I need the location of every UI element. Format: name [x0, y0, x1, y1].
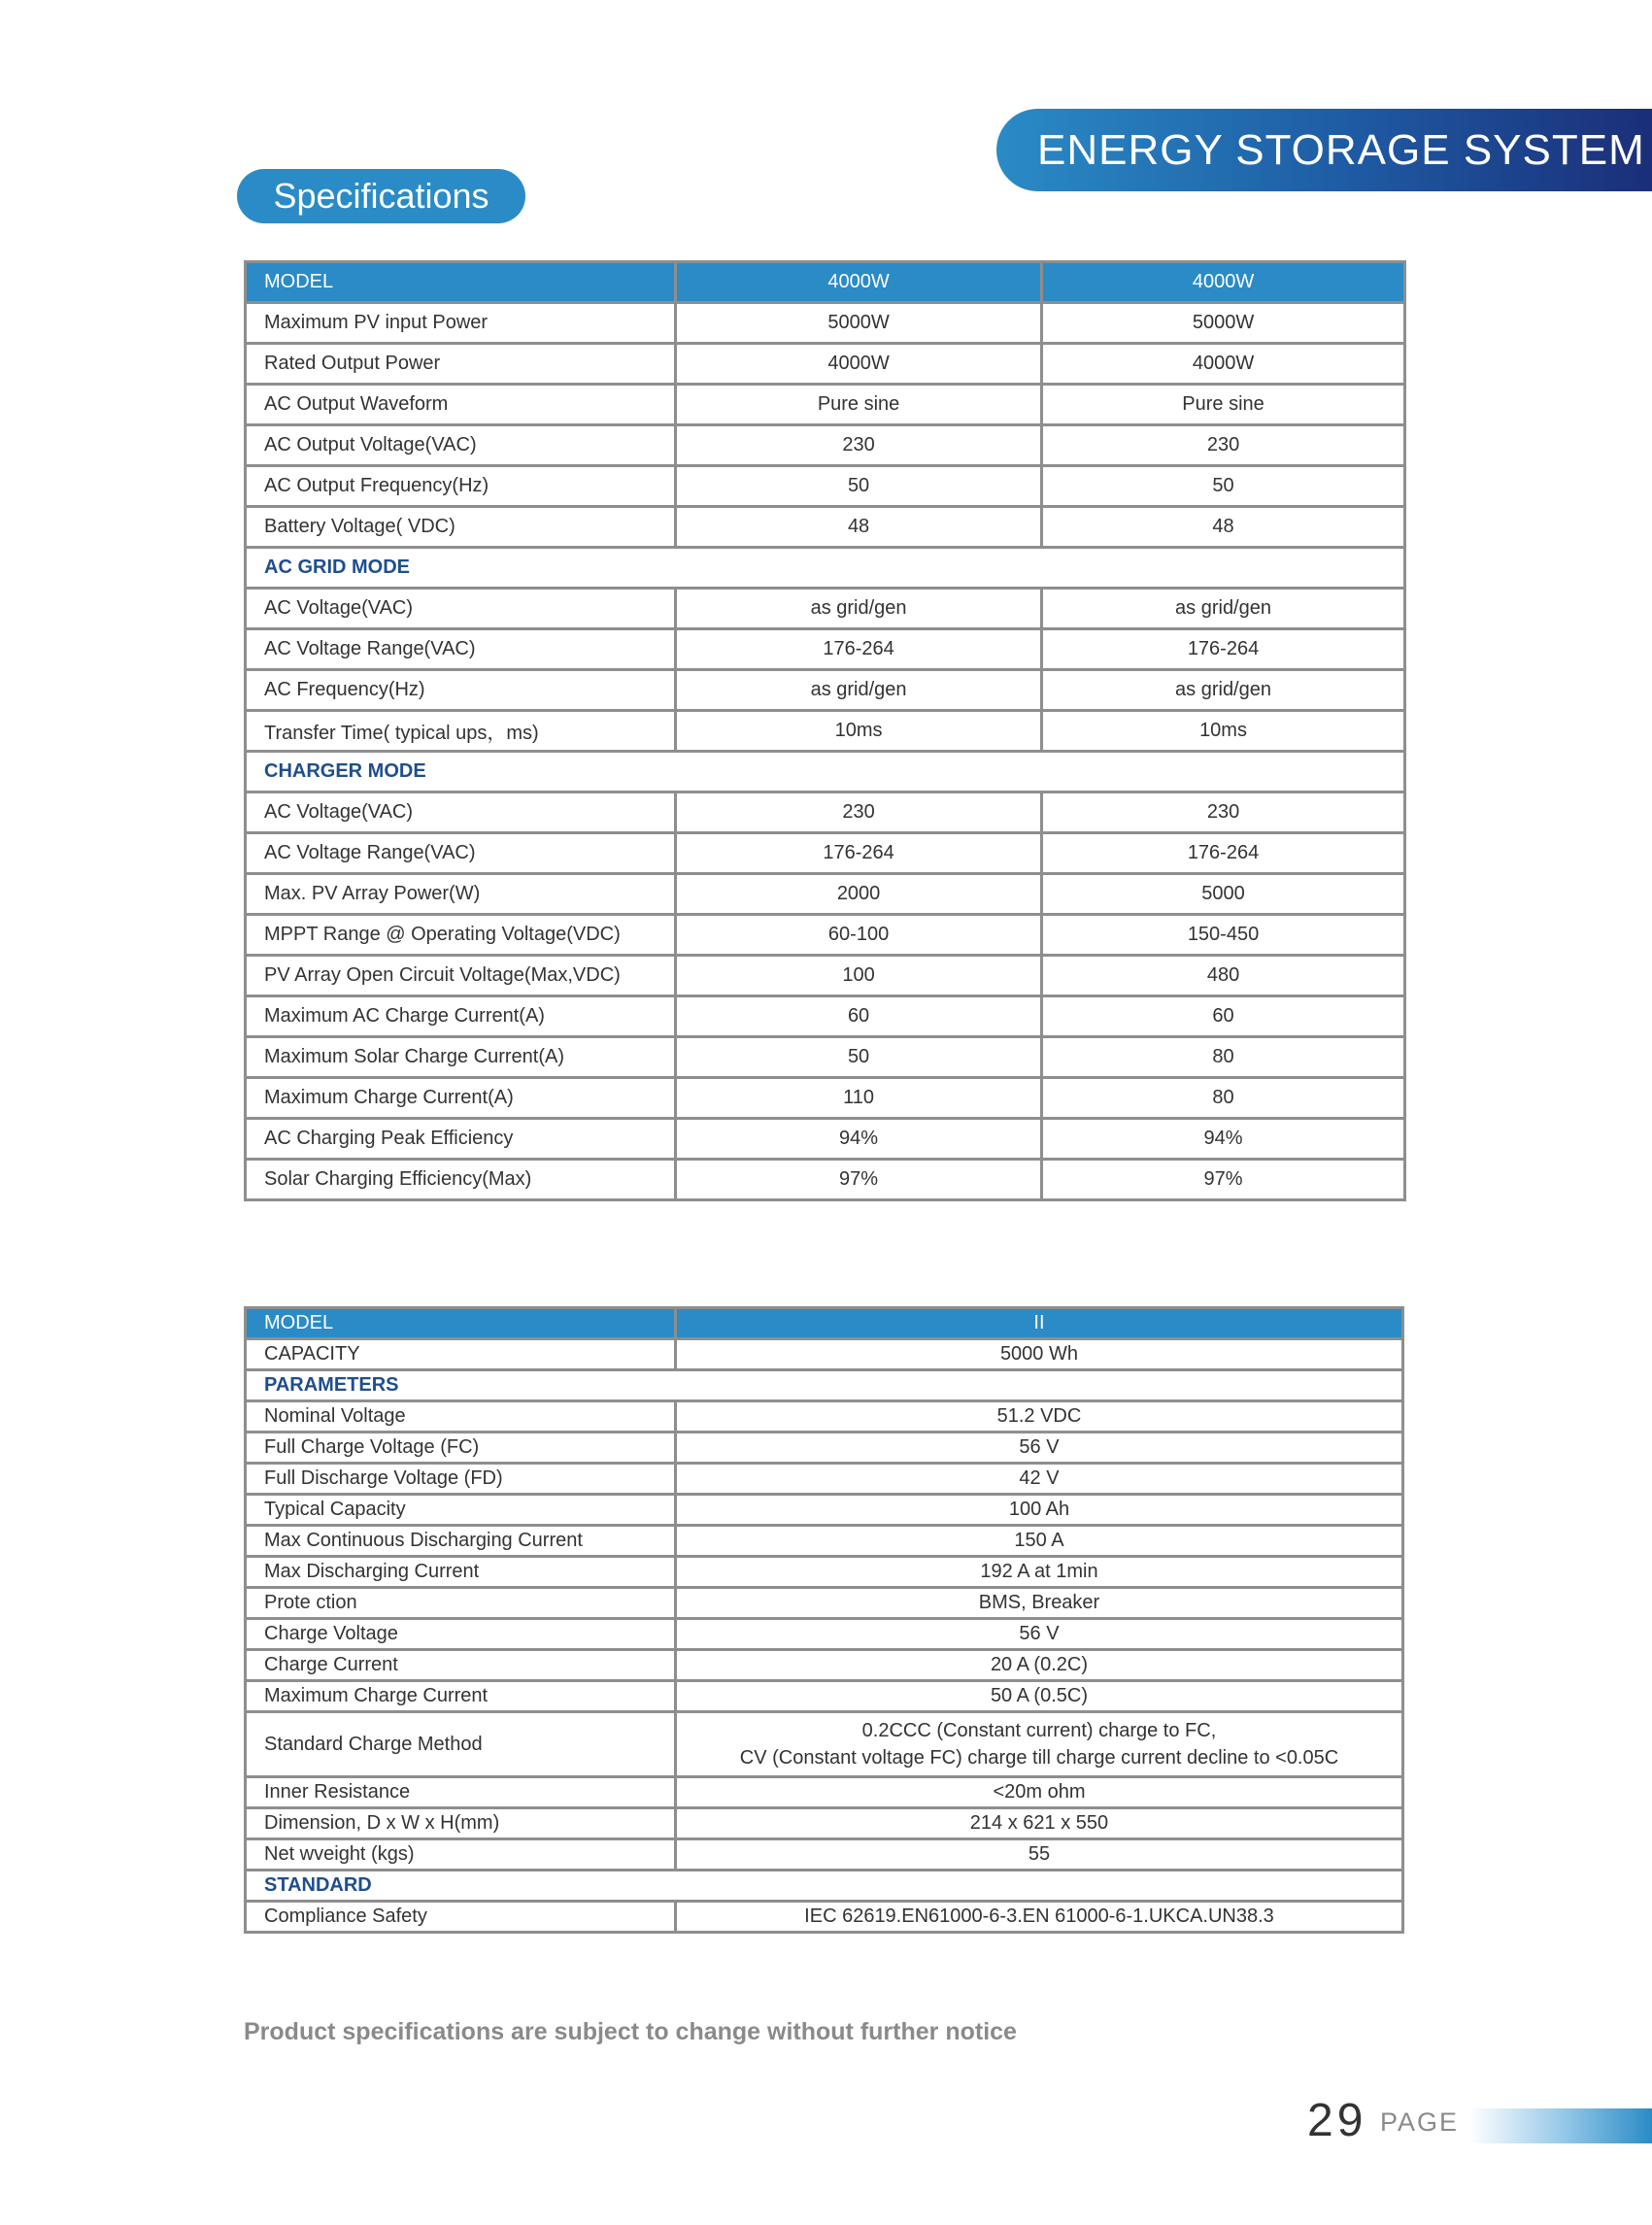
table-row — [246, 589, 1405, 629]
spec-value: IEC 62619.EN61000-6-3.EN 61000-6-1.UKCA.UN38.3 — [675, 1902, 1402, 1933]
disclaimer-note: Product specifications are subject to change without further notice — [244, 2018, 1017, 2045]
spec-value-variant-1: 50 — [676, 1037, 1042, 1078]
spec-value-variant-2: 97% — [1042, 1160, 1405, 1200]
spec-value: BMS, Breaker — [675, 1588, 1402, 1619]
spec-value: 42 V — [675, 1464, 1402, 1495]
spec-label: Charge Current — [246, 1650, 676, 1681]
table-row — [246, 507, 1405, 548]
spec-value-variant-2: 176-264 — [1042, 833, 1405, 874]
header-cell-model: MODEL — [246, 262, 676, 303]
table-row — [246, 1588, 1403, 1619]
table-header-row — [246, 262, 1405, 303]
spec-label: Charge Voltage — [246, 1619, 676, 1650]
table-row — [246, 996, 1405, 1037]
table-row — [246, 1526, 1403, 1557]
header-cell-variant-1: 4000W — [676, 262, 1042, 303]
table-row — [246, 1557, 1403, 1588]
spec-label: AC Output Waveform — [246, 385, 676, 425]
spec-label: Transfer Time( typical ups，ms) — [246, 711, 676, 752]
spec-label: PV Array Open Circuit Voltage(Max,VDC) — [246, 956, 676, 996]
spec-value-variant-2: 230 — [1042, 425, 1405, 466]
table-row — [246, 1401, 1403, 1433]
table-row-charge-method — [246, 1712, 1403, 1777]
spec-value-variant-1: as grid/gen — [676, 589, 1042, 629]
section-row-charger-mode — [246, 752, 1405, 792]
spec-value-variant-2: 50 — [1042, 466, 1405, 507]
spec-value-variant-2: 5000W — [1042, 303, 1405, 344]
section-row-parameters — [246, 1370, 1403, 1401]
spec-value-variant-1: Pure sine — [676, 385, 1042, 425]
table-row — [246, 1464, 1403, 1495]
spec-label: AC Output Voltage(VAC) — [246, 425, 676, 466]
section-row-ac-grid-mode — [246, 548, 1405, 589]
spec-value-variant-2: 10ms — [1042, 711, 1405, 752]
spec-label: Prote ction — [246, 1588, 676, 1619]
spec-label: Full Charge Voltage (FC) — [246, 1433, 676, 1464]
table-row — [246, 425, 1405, 466]
spec-label: AC Voltage(VAC) — [246, 792, 676, 833]
spec-label: Battery Voltage( VDC) — [246, 507, 676, 548]
spec-label: Typical Capacity — [246, 1495, 676, 1526]
spec-value: 192 A at 1min — [675, 1557, 1402, 1588]
spec-value-variant-2: 150-450 — [1042, 915, 1405, 956]
spec-label: Rated Output Power — [246, 344, 676, 385]
spec-value-variant-1: 10ms — [676, 711, 1042, 752]
table-row — [246, 1902, 1403, 1933]
table-row — [246, 1433, 1403, 1464]
page-gradient-bar — [1469, 2108, 1652, 2143]
spec-value-variant-2: 230 — [1042, 792, 1405, 833]
spec-value-variant-1: 110 — [676, 1078, 1042, 1119]
spec-label: Net wveight (kgs) — [246, 1839, 676, 1871]
spec-label: Maximum AC Charge Current(A) — [246, 996, 676, 1037]
spec-value: 20 A (0.2C) — [675, 1650, 1402, 1681]
table-row — [246, 1777, 1403, 1808]
table-row — [246, 1808, 1403, 1839]
table-header-row — [246, 1308, 1403, 1339]
spec-value-variant-1: 230 — [676, 425, 1042, 466]
table-row — [246, 874, 1405, 915]
spec-value: 214 x 621 x 550 — [675, 1808, 1402, 1839]
spec-value: 50 A (0.5C) — [675, 1681, 1402, 1712]
spec-value: 100 Ah — [675, 1495, 1402, 1526]
table-row — [246, 711, 1405, 752]
spec-value-variant-2: as grid/gen — [1042, 589, 1405, 629]
table-row — [246, 1339, 1403, 1370]
table-row — [246, 792, 1405, 833]
battery-spec-table — [244, 1306, 1404, 1934]
table-row — [246, 1078, 1405, 1119]
section-title-pill: Specifications — [237, 169, 525, 223]
spec-label: Compliance Safety — [246, 1902, 676, 1933]
brochure-banner: ENERGY STORAGE SYSTEM — [996, 109, 1652, 191]
table-row — [246, 344, 1405, 385]
spec-value: 51.2 VDC — [675, 1401, 1402, 1433]
section-heading: AC GRID MODE — [246, 548, 1405, 589]
spec-value-variant-1: 100 — [676, 956, 1042, 996]
spec-value-variant-1: 48 — [676, 507, 1042, 548]
spec-label: Standard Charge Method — [246, 1712, 676, 1777]
spec-value-variant-2: 60 — [1042, 996, 1405, 1037]
table-row — [246, 956, 1405, 996]
table-row — [246, 1650, 1403, 1681]
spec-value — [675, 1712, 1402, 1777]
table-row — [246, 915, 1405, 956]
spec-value-variant-1: 2000 — [676, 874, 1042, 915]
spec-value-variant-2: 80 — [1042, 1037, 1405, 1078]
table-row — [246, 466, 1405, 507]
header-cell-model: MODEL — [246, 1308, 676, 1339]
spec-value-variant-2: 480 — [1042, 956, 1405, 996]
spec-value-variant-2: 48 — [1042, 507, 1405, 548]
inverter-spec-table — [244, 260, 1406, 1201]
spec-value-variant-1: 4000W — [676, 344, 1042, 385]
spec-value-variant-1: 176-264 — [676, 833, 1042, 874]
section-heading: CHARGER MODE — [246, 752, 1405, 792]
spec-value-variant-1: 176-264 — [676, 629, 1042, 670]
header-cell-variant-2: 4000W — [1042, 262, 1405, 303]
table-row — [246, 1160, 1405, 1200]
section-heading: PARAMETERS — [246, 1370, 1403, 1401]
spec-label: MPPT Range @ Operating Voltage(VDC) — [246, 915, 676, 956]
spec-label: AC Charging Peak Efficiency — [246, 1119, 676, 1160]
spec-value-variant-2: 80 — [1042, 1078, 1405, 1119]
spec-value-variant-2: 176-264 — [1042, 629, 1405, 670]
spec-label: Maximum Charge Current — [246, 1681, 676, 1712]
spec-value-variant-1: 60 — [676, 996, 1042, 1037]
spec-label: CAPACITY — [246, 1339, 676, 1370]
spec-value: 150 A — [675, 1526, 1402, 1557]
spec-label: Dimension, D x W x H(mm) — [246, 1808, 676, 1839]
spec-label: Nominal Voltage — [246, 1401, 676, 1433]
page-number: 29 — [1307, 2095, 1367, 2146]
table-row — [246, 1681, 1403, 1712]
spec-value-variant-2: 94% — [1042, 1119, 1405, 1160]
page-label: PAGE — [1380, 2107, 1460, 2137]
table-row — [246, 629, 1405, 670]
spec-value-variant-1: 94% — [676, 1119, 1042, 1160]
spec-label: Max Continuous Discharging Current — [246, 1526, 676, 1557]
spec-label: Maximum Charge Current(A) — [246, 1078, 676, 1119]
table-row — [246, 1495, 1403, 1526]
spec-label: Inner Resistance — [246, 1777, 676, 1808]
spec-label: Full Discharge Voltage (FD) — [246, 1464, 676, 1495]
table-row — [246, 1839, 1403, 1871]
spec-label: Max Discharging Current — [246, 1557, 676, 1588]
spec-value-variant-1: as grid/gen — [676, 670, 1042, 711]
spec-value-variant-2: 5000 — [1042, 874, 1405, 915]
spec-label: AC Voltage Range(VAC) — [246, 833, 676, 874]
spec-label: Solar Charging Efficiency(Max) — [246, 1160, 676, 1200]
spec-value-variant-1: 50 — [676, 466, 1042, 507]
spec-label: AC Frequency(Hz) — [246, 670, 676, 711]
table-row — [246, 670, 1405, 711]
table-row — [246, 1119, 1405, 1160]
table-row — [246, 1037, 1405, 1078]
spec-value-variant-1: 230 — [676, 792, 1042, 833]
header-cell-variant: II — [675, 1308, 1402, 1339]
spec-value: 55 — [675, 1839, 1402, 1871]
spec-value: 56 V — [675, 1619, 1402, 1650]
spec-label: AC Output Frequency(Hz) — [246, 466, 676, 507]
section-heading: STANDARD — [246, 1871, 1403, 1902]
table-row — [246, 303, 1405, 344]
spec-label: AC Voltage(VAC) — [246, 589, 676, 629]
spec-value-variant-2: Pure sine — [1042, 385, 1405, 425]
spec-label: Maximum PV input Power — [246, 303, 676, 344]
charge-method-line: CV (Constant voltage FC) charge till charge current decline to <0.05C — [739, 1747, 1339, 1769]
section-row-standard — [246, 1871, 1403, 1902]
table-row — [246, 1619, 1403, 1650]
spec-value: <20m ohm — [675, 1777, 1402, 1808]
spec-value-variant-1: 97% — [676, 1160, 1042, 1200]
spec-value-variant-1: 5000W — [676, 303, 1042, 344]
spec-label: Max. PV Array Power(W) — [246, 874, 676, 915]
spec-value-variant-1: 60-100 — [676, 915, 1042, 956]
table-row — [246, 833, 1405, 874]
table-row — [246, 385, 1405, 425]
spec-value: 56 V — [675, 1433, 1402, 1464]
charge-method-line: 0.2CCC (Constant current) charge to FC, — [861, 1720, 1217, 1741]
spec-value: 5000 Wh — [675, 1339, 1402, 1370]
spec-value-variant-2: as grid/gen — [1042, 670, 1405, 711]
spec-label: AC Voltage Range(VAC) — [246, 629, 676, 670]
spec-label: Maximum Solar Charge Current(A) — [246, 1037, 676, 1078]
spec-value-variant-2: 4000W — [1042, 344, 1405, 385]
